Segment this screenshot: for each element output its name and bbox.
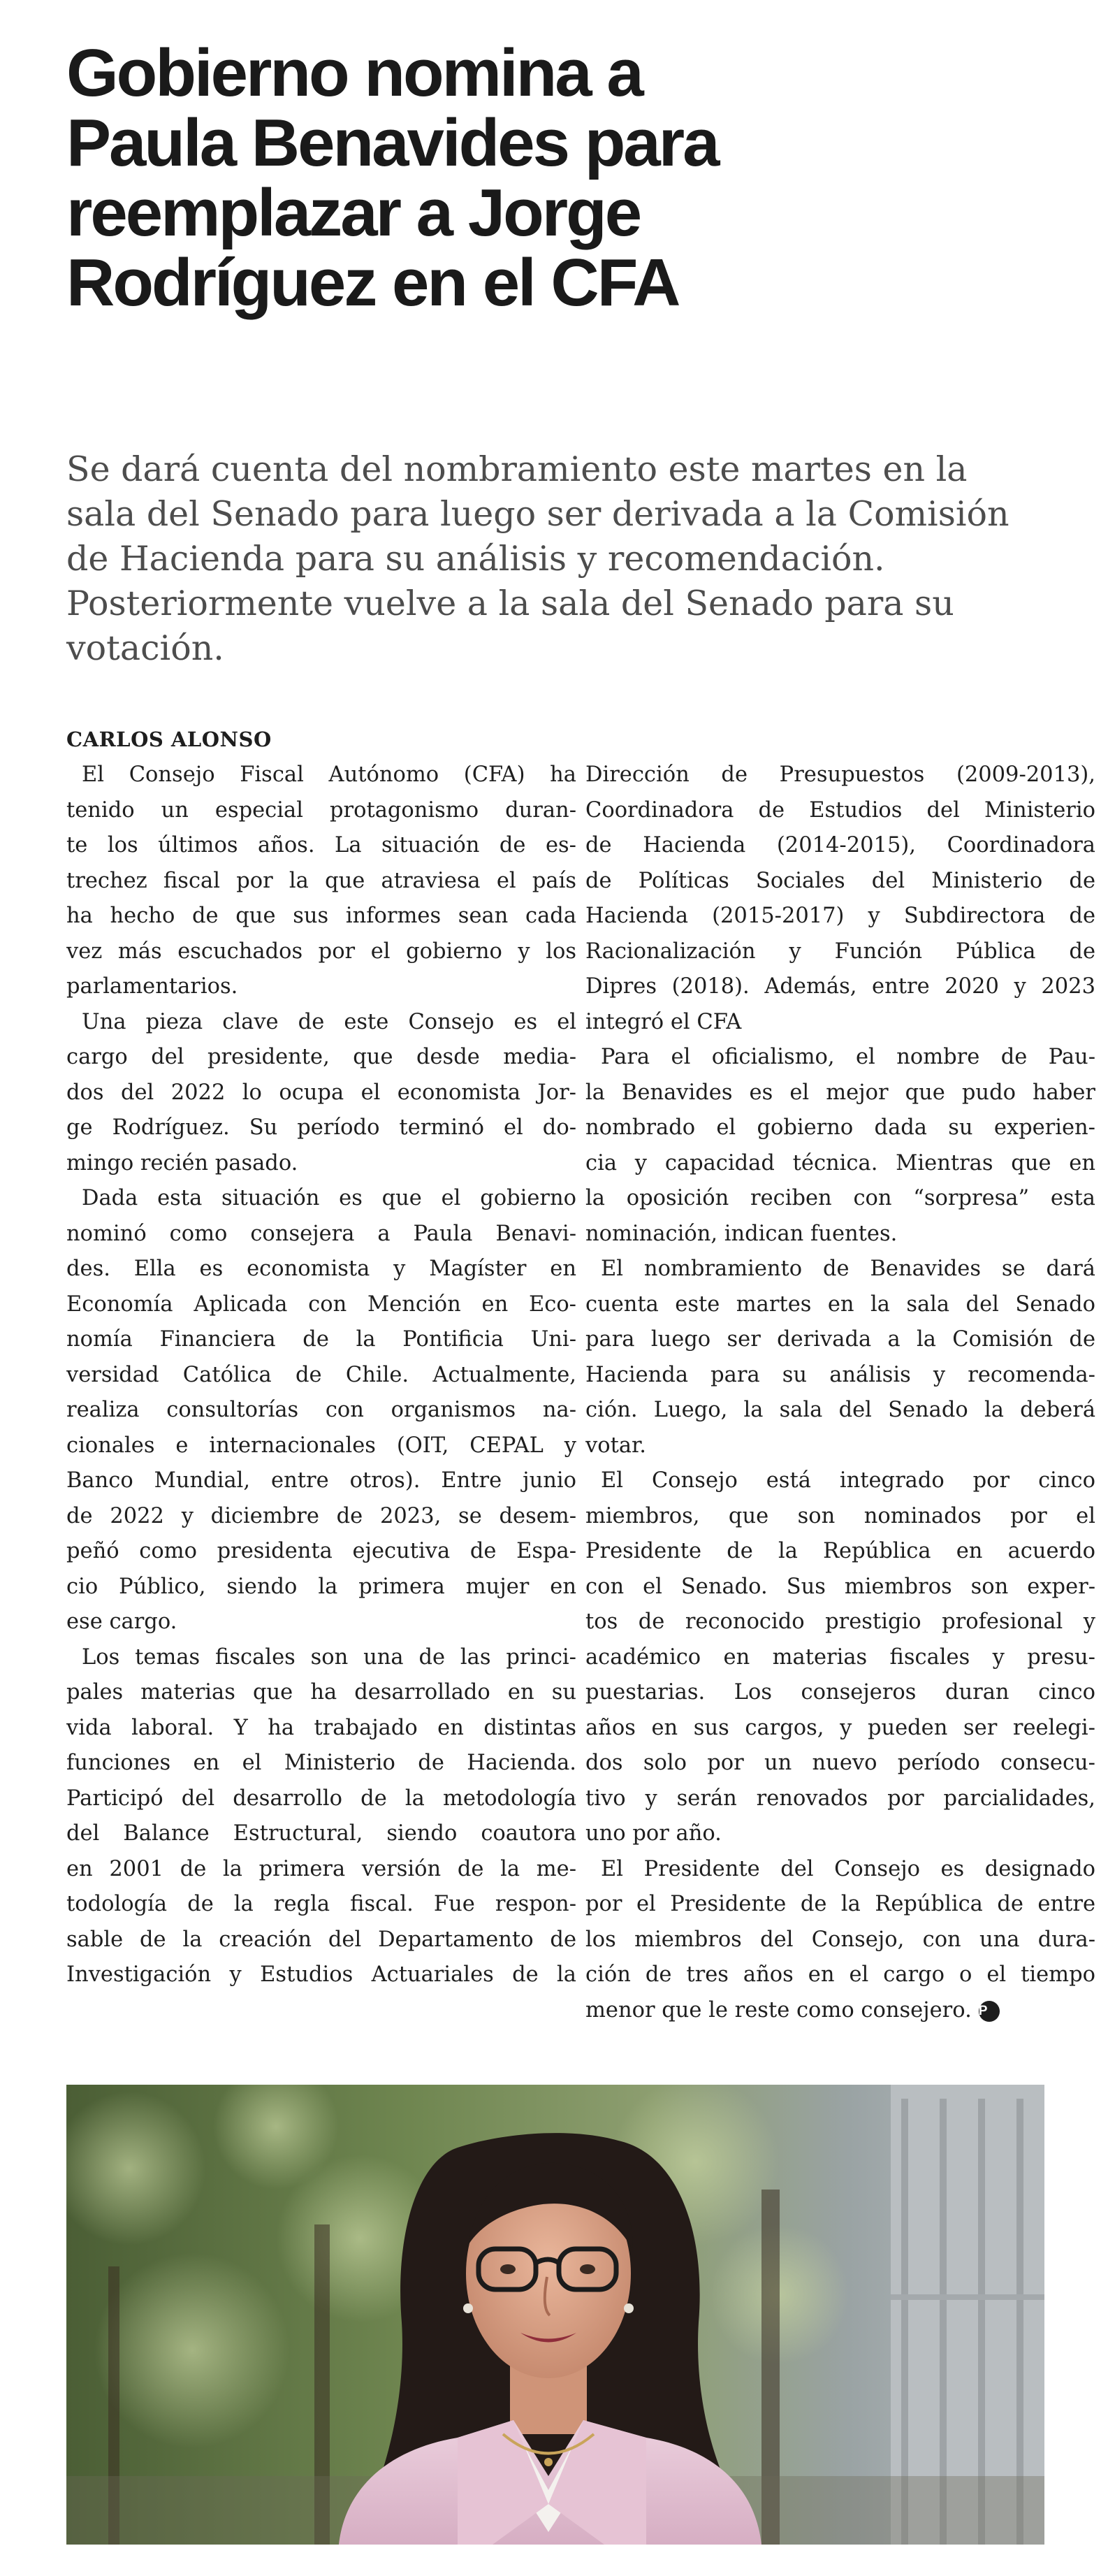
body-line: des. Ella es economista y Magíster en (66, 1257, 576, 1281)
body-line (585, 1993, 1095, 2029)
body-line: mingo recién pasado. (66, 1150, 298, 1175)
body-line: por el Presidente de la República de entre (585, 1892, 1095, 1916)
body-line: pales materias que ha desarrollado en su (66, 1680, 576, 1705)
body-line: Economía Aplicada con Mención en Eco- (66, 1291, 576, 1317)
body-line: El nombramiento de Benavides se dará (601, 1257, 1095, 1281)
body-line: cuenta este martes en la sala del Senado (585, 1291, 1095, 1317)
body-line: ha hecho de que sus informes sean cada (66, 904, 576, 928)
body-line: El Consejo Fiscal Autónomo (CFA) ha (82, 762, 576, 787)
deck-line: votación. (66, 628, 224, 668)
body-line: Banco Mundial, entre otros). Entre junio (66, 1468, 576, 1493)
deck-line: sala del Senado para luego ser derivada a la Comisión (66, 494, 1009, 534)
article-column-left (66, 721, 576, 1993)
body-line: Hacienda para su análisis y recomenda- (585, 1362, 1095, 1387)
body-line: trechez fiscal por la que atraviesa el país (66, 868, 576, 893)
body-line: Investigación y Estudios Actuariales de la (66, 1962, 576, 1987)
body-line: del Balance Estructural, siendo coautora (66, 1821, 576, 1846)
body-line: cia y capacidad técnica. Mientras que en (585, 1150, 1095, 1175)
body-line: Dirección de Presupuestos (2009-2013), (585, 762, 1095, 787)
body-line: ese cargo. (66, 1609, 177, 1634)
deck-line: Se dará cuenta del nombramiento este martes en la (66, 449, 968, 489)
body-line: sable de la creación del Departamento de (66, 1927, 576, 1952)
body-line: cio Público, siendo la primera mujer en (66, 1574, 576, 1599)
body-line: miembros, que son nominados por el (585, 1503, 1095, 1528)
body-line: de 2022 y diciembre de 2023, se desem- (66, 1503, 576, 1528)
body-line: ción de tres años en el cargo o el tiempo (585, 1962, 1095, 1987)
body-line: en 2001 de la primera versión de la me- (66, 1856, 576, 1881)
portrait-illustration (66, 2085, 1044, 2545)
body-line: parlamentarios. (66, 974, 238, 999)
body-line: Presidente de la República en acuerdo (585, 1539, 1095, 1563)
body-line: tivo y serán renovados por parcialidades, (585, 1786, 1095, 1811)
body-line: votar. (585, 1433, 646, 1458)
body-line: versidad Católica de Chile. Actualmente, (66, 1362, 576, 1387)
body-line: los miembros del Consejo, con una dura- (585, 1927, 1095, 1952)
body-line: realiza consultorías con organismos na- (66, 1398, 576, 1422)
body-line: tos de reconocido prestigio profesional y (585, 1609, 1095, 1634)
body-line: Dada esta situación es que el gobierno (82, 1186, 576, 1210)
body-line: nominación, indican fuentes. (585, 1221, 898, 1246)
body-line: dos solo por un nuevo período consecu- (585, 1751, 1095, 1775)
body-line: Racionalización y Función Pública de (585, 939, 1095, 964)
body-line: cionales e internacionales (OIT, CEPAL y (66, 1433, 576, 1458)
body-line: ge Rodríguez. Su período terminó el do- (66, 1115, 576, 1140)
body-line: tenido un especial protagonismo duran- (66, 797, 576, 823)
body-line: Para el oficialismo, el nombre de Pau- (601, 1045, 1095, 1069)
article-column-right (585, 758, 1095, 2028)
body-line: integró el CFA (585, 1009, 742, 1034)
body-line: El Consejo está integrado por cinco (601, 1468, 1095, 1493)
body-line: todología de la regla fiscal. Fue respon- (66, 1892, 576, 1916)
headline-line: Rodríguez en el CFA (66, 245, 679, 320)
body-line: Dipres (2018). Además, entre 2020 y 2023 (585, 974, 1095, 999)
body-line: puestarias. Los consejeros duran cinco (585, 1680, 1095, 1705)
body-line: de Políticas Sociales del Ministerio de (585, 868, 1095, 893)
end-of-article-icon: P (979, 2001, 1000, 2022)
body-line: cargo del presidente, que desde media- (66, 1045, 576, 1069)
article-photo (66, 2085, 1044, 2545)
headline-line: Gobierno nomina a (66, 36, 642, 110)
deck-line: Posteriormente vuelve a la sala del Senado para su (66, 584, 954, 623)
byline: CARLOS ALONSO (66, 728, 272, 751)
body-line: de Hacienda (2014-2015), Coordinadora (585, 833, 1095, 858)
body-line: ción. Luego, la sala del Senado la deberá (585, 1398, 1095, 1422)
body-line: académico en materias fiscales y presu- (585, 1644, 1095, 1670)
headline-line: Paula Benavides para (66, 106, 718, 180)
body-line: con el Senado. Sus miembros son exper- (585, 1574, 1095, 1599)
body-line: nominó como consejera a Paula Benavi- (66, 1221, 576, 1246)
body-line: funciones en el Ministerio de Hacienda. (66, 1751, 576, 1775)
body-line-text: menor que le reste como consejero. (585, 1997, 972, 2023)
body-line: para luego ser derivada a la Comisión de (585, 1327, 1095, 1352)
body-line: vida laboral. Y ha trabajado en distintas (66, 1715, 576, 1740)
body-line: nombrado el gobierno dada su experien- (585, 1115, 1095, 1140)
body-line: dos del 2022 lo ocupa el economista Jor- (66, 1080, 576, 1105)
body-line: Coordinadora de Estudios del Ministerio (585, 797, 1095, 823)
body-line: la oposición reciben con “sorpresa” esta (585, 1186, 1095, 1210)
body-line: Una pieza clave de este Consejo es el (82, 1009, 576, 1034)
building-facade (891, 2085, 1044, 2545)
body-line: nomía Financiera de la Pontificia Uni- (66, 1327, 576, 1352)
headline-line: reemplazar a Jorge (66, 175, 641, 250)
body-line: El Presidente del Consejo es designado (601, 1856, 1095, 1881)
body-line: Participó del desarrollo de la metodología (66, 1786, 576, 1811)
body-line: te los últimos años. La situación de es- (66, 833, 576, 858)
body-line: años en sus cargos, y pueden ser reelegi- (585, 1715, 1095, 1740)
body-line: Hacienda (2015-2017) y Subdirectora de (585, 904, 1095, 928)
body-line: la Benavides es el mejor que pudo haber (585, 1080, 1095, 1105)
body-line: uno por año. (585, 1821, 722, 1846)
headline (66, 38, 1044, 318)
body-line: vez más escuchados por el gobierno y los (66, 939, 576, 964)
body-line: Los temas fiscales son una de las princi- (82, 1644, 576, 1670)
body-line: peñó como presidenta ejecutiva de Espa- (66, 1539, 576, 1563)
deck-subtitle (66, 447, 1058, 671)
deck-line: de Hacienda para su análisis y recomendación. (66, 539, 885, 579)
